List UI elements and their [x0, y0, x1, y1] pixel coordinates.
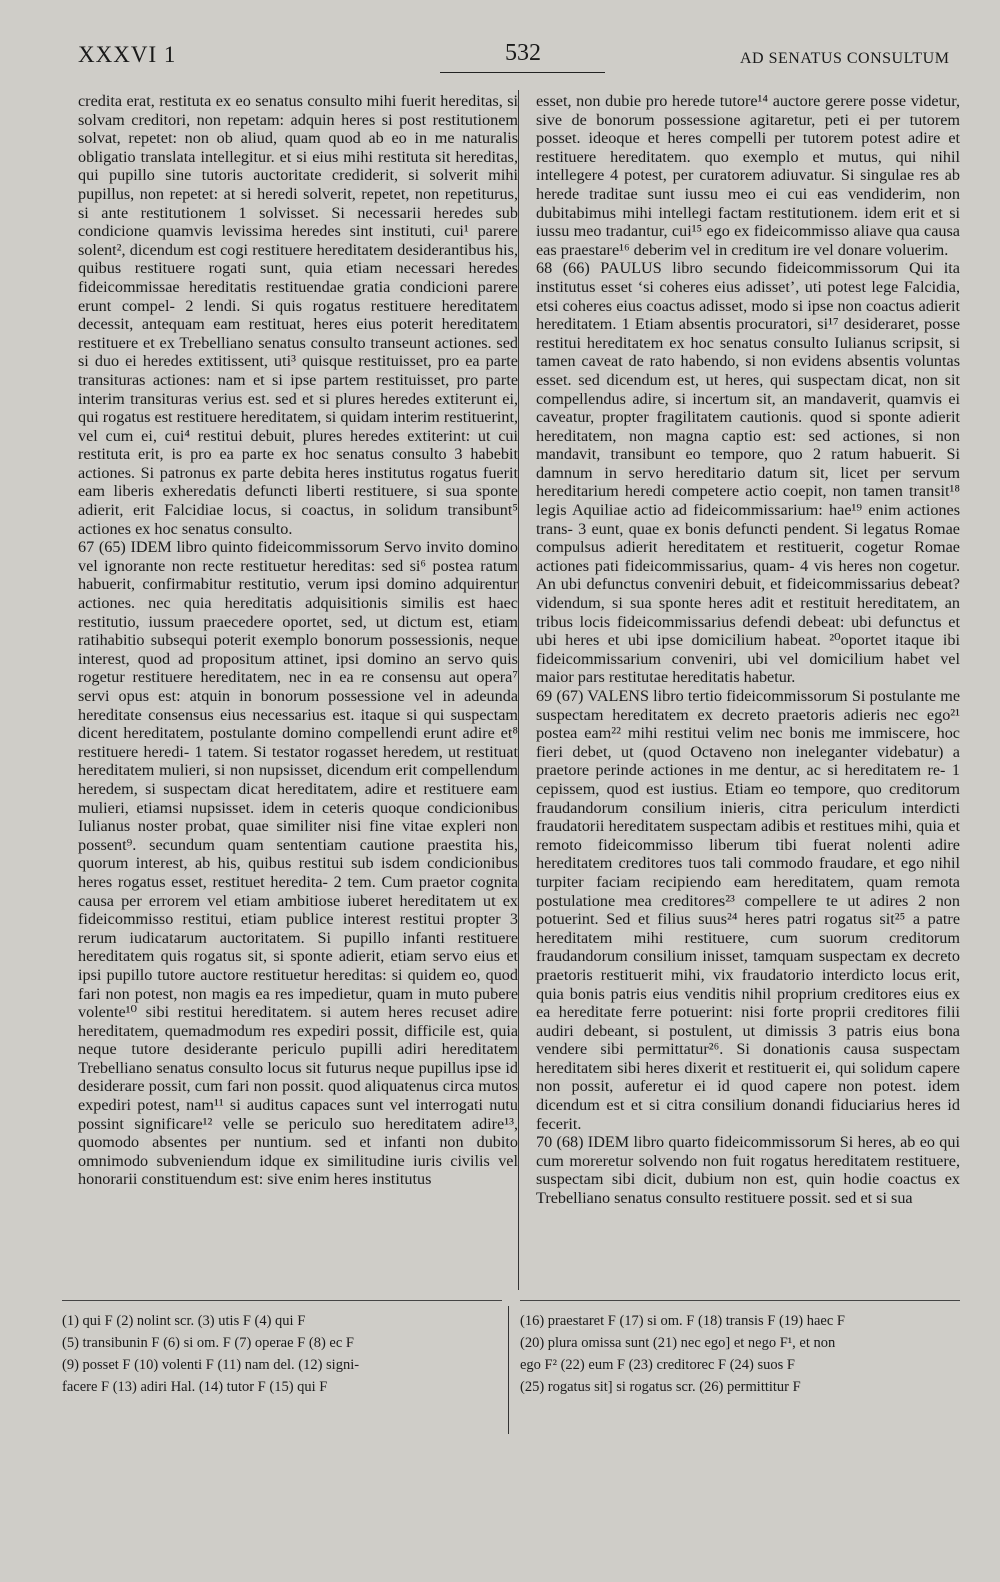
page-number: 532	[505, 40, 541, 66]
column-divider	[518, 90, 519, 1290]
paragraph-67: 67 (65) IDEM libro quinto fideicommissorum Servo invito domino vel ignorante non recte restituetur hereditas: sed si⁶ postea ratum habuerit, confirmabitur restitutio, verum ipsi domino adquirentur actiones. nec quia hereditatis adquisitionis similis est haec restitutio, iussum praecedere oportet, sed, ut dictum est, etiam ratihabitio subsequi poterit exemplo bonorum possessionis, neque interest, quod ad propositum attinet, ipsi domino an servo quis rogetur restituere hereditatem, nec in ea re consensu aut opera⁷ servi opus est: atquin in bonorum possessione vel in adeunda hereditate consensus eius necessarius est. itaque si qui suspectam dicent hereditatem, postulante domino compellendi erunt adire et⁸ restituere heredi- 1 tatem. Si testator rogasset heredem, ut restituat hereditatem mulieri, si non nupsisset, dicendum erit compellendum heredem, si suspectam dicat hereditatem, adire et restituere eam mulieri, etiamsi nupsisset. idem in ceteris quoque condicionibus Iulianus noster probat, quae similiter nisi fine vitae expleri non possent⁹. secundum quam sententiam cautione praestita his, quorum interest, ab his, quibus restitui sub isdem condicionibus heres rogatus esset, restituet heredita- 2 tem. Cum praetor cognita causa per errorem vel etiam ambitiose iuberet hereditatem ut ex fideicommisso restitui, etiam publice interest restitui propter 3 rerum iudicatarum auctoritatem. Si pupillo infanti restituere hereditatem quis rogatus sit, si sponte adierit, etiam servo eius et ipsi pupillo tutore auctore restituetur hereditas: si quidem eo, quod fari non potest, non magis ea res impedietur, quam in muto pubere volente¹⁰ sibi restitui hereditatem. si autem heres recuset adire hereditatem, quemadmodum res expediri possit, difficile est, quia neque tutore desiderante periculo pupilli adiri hereditatem Trebelliano senatus consulto locus sit futurus neque pupillus ipse id desiderare possit, cum fari non possit. quod aliquatenus circa mutos expediri potest, nam¹¹ si auditus capaces sunt vel interrogati nutu possint significare¹² velle se periculo suo hereditatem adire¹³, quomodo absentes per nuntium. sed et infanti non dubito omnimodo subveniendum idque ex similitudine iuris civilis vel honorarii constituendum est: sive enim heres institutus	[78, 538, 518, 1189]
paragraph-70: 70 (68) IDEM libro quarto fideicommissorum Si heres, ab eo qui cum moreretur solvendo non fuit rogatus hereditatem restituere, suspectam sibi dicit, dubium non est, quin hodie coactus ex Trebelliano senatus consulto restituere possit. sed et si sua	[536, 1133, 960, 1208]
footnote-line: (5) transibunin F (6) si om. F (7) operae F (8) ec F	[62, 1335, 354, 1351]
footnotes-left	[62, 1310, 502, 1398]
paragraph-68: 68 (66) PAULUS libro secundo fideicommissorum Qui ita institutus esset ‘si coheres eius adisset’, uti potest lege Falcidia, etsi coheres eius coactus adisset, modo si ipse non coactus adierit hereditatem. 1 Etiam absentis procuratori, si¹⁷ desideraret, posse restitui hereditatem ex hoc senatus consulto Iulianus scripsit, si tamen caveat de rato habendo, si non evidens absentis voluntas esset. sed dicendum est, ut heres, qui suspectam dicat, non sit compellendus adire, si incertum sit, an mandaverit, quamvis ei caveatur, propter fragilitatem cautionis. quod si sponte adierit hereditatem, non magna captio est: sed actiones, si non mandavit, transibunt eo tempore, quo 2 ratum habuerit. Si damnum in servo hereditario datum sit, licet per servum hereditarium heredi competere actio coepit, non tamen transit¹⁸ legis Aquiliae actio ad fideicommissarium: hae¹⁹ enim actiones trans- 3 eunt, quae ex bonis defuncti pendent. Si legatus Romae compulsus adierit hereditatem et restituerit, cogetur Romae actiones pati fideicommissarius, quam- 4 vis heres non cogetur. An ubi defunctus conveniri debuit, et fideicommissarius debeat? videndum, si sua sponte heres adit et restituit hereditatem, an tribus locis fideicommissarius defendi debeat: ubi defunctus et ubi heres et ubi ipse domicilium habeat. ²⁰oportet itaque ibi fideicommissarium conveniri, ubi vel domicilium habet vel maior pars restitutae hereditatis habetur.	[536, 259, 960, 687]
right-text-column	[536, 92, 960, 1208]
running-head-right: AD SENATUS CONSULTUM	[740, 50, 950, 67]
running-head-left: XXXVI 1	[78, 42, 177, 67]
footnote-divider	[508, 1306, 509, 1434]
footnote-line: facere F (13) adiri Hal. (14) tutor F (15) qui F	[62, 1379, 328, 1395]
footnote-line: (20) plura omissa sunt (21) nec ego] et nego F¹, et non	[520, 1335, 836, 1351]
paragraph-67-cont: esset, non dubie pro herede tutore¹⁴ auctore gerere posse videtur, sive de bonorum possessione agitaretur, peti ei per tutorem posset. ideoque et heres compelli per tutorem potest adire et restituere hereditatem. quo exemplo et mutus, qui nihil intellegere 4 potest, per curatorem adiuvatur. Si singulae res ab herede traditae sunt iussu meo ei cui eas vendiderim, non dubitabimus mihi intellegi factam restitutionem. idem erit et si iussu meo tradantur, cui¹⁵ ego ex fideicommisso aliave qua causa eas praestare¹⁶ deberim vel in creditum ire vel donare voluerim.	[536, 92, 960, 259]
header-rule	[440, 72, 605, 73]
paragraph-69: 69 (67) VALENS libro tertio fideicommissorum Si postulante me suspectam hereditatem ex decreto praetoris adieris nec ego²¹ postea eam²² mihi restitui velim nec bonis me immiscere, hoc fieri debet, ut (quod Octaveno non ineleganter videbatur) a praetore perinde actiones in me dentur, ac si hereditatem re- 1 cepissem, quod est iustius. Etiam eo tempore, quo creditorum fraudandorum consilium inieris, citra periculum interdicti fraudatorii hereditatem suspectam adibis et restitues mihi, quia et remoto fideicommisso liberum tibi fuerat nolenti adire hereditatem creditores tuos tali commodo fraudare, et ego nihil turpiter faciam recipiendo eam hereditatem, quam remota postulatione mea creditores²³ compellere te ut adires 2 non potuerint. Sed et filius suus²⁴ heres patri rogatus sit²⁵ a patre hereditatem mihi restituere, cum suorum creditorum fraudandorum consilium inisset, tamquam suspectam ex decreto praetoris restituerit mihi, vix fraudatorio interdicto locus erit, quia bonis patris eius venditis nihil proprium creditores eius ex ea hereditate ferre potuerint: nisi forte proprii creditores filii audiri debeant, si postulent, ut dimissis 3 patris eius bona vendere sibi permittatur²⁶. Si donationis causa suspectam hereditatem sibi heres dixerit et restituerit ei, qui solidum capere non possit, auferetur ei id quod capere non potest. idem dicendum est et si citra consilium donandi fiduciarius heres id fecerit.	[536, 687, 960, 1133]
footnote-line: (25) rogatus sit] si rogatus scr. (26) permittitur F	[520, 1379, 801, 1395]
paragraph-66-end: credita erat, restituta ex eo senatus consulto mihi fuerit hereditas, si solvam creditori, non repetam: adquin heres si post restitutionem solvat, repetet: non ob aliud, quam quod ab eo in me naturalis obligatio translata intellegitur. et si eius mihi restituta sit hereditas, qui pupillo sine tutoris auctoritate crediderit, si solverit mihi pupillus, non repetet: at si heredi solverit, repetet, non repetiturus, si ante restitutionem 1 solvisset. Si necessarii heredes sub condicione quamvis levissima heredes sint instituti, cui¹ parere solent², dicendum est cogi restituere hereditatem desiderantibus his, quibus restituere rogati sunt, quia etiam necessari heredes fideicommissae hereditatis restituendae gratia condicioni parere erunt compel- 2 lendi. Si quis rogatus restituere hereditatem decessit, antequam eam restituat, heres eius poterit hereditatem restituere et ex Trebelliano senatus consulto transeunt actiones. sed si duo ei heredes extitissent, uti³ quisque restituisset, pro ea parte transituras actiones: nam et si ipse partem restituisset, pro parte interim transituras verius est. sed et si plures heredes extiterunt ei, qui rogatus est restituere hereditatem, si quidam interim restituerint, vel cum ei, cui⁴ restitui debuit, plures heredes extiterint: ut cui restituta erit, is pro ea parte ex hoc senatus consulto 3 habebit actiones. Si patronus ex parte debita heres institutus rogatus fuerit eam liberis exheredatis defuncti liberti restituere, si sua sponte adierit, erit Falcidiae locus, si coactus, in solidum transibunt⁵ actiones ex hoc senatus consulto.	[78, 92, 518, 538]
footnote-line: (9) posset F (10) volenti F (11) nam del. (12) signi-	[62, 1357, 360, 1373]
footnote-line: ego F² (22) eum F (23) creditorec F (24) suos F	[520, 1357, 795, 1373]
footnotes-right	[520, 1310, 960, 1398]
footnote-line: (16) praestaret F (17) si om. F (18) transis F (19) haec F	[520, 1313, 845, 1329]
footnote-line: (1) qui F (2) nolint scr. (3) utis F (4) qui F	[62, 1313, 306, 1329]
footnote-rule-right	[520, 1300, 960, 1301]
footnote-rule-left	[62, 1300, 502, 1301]
left-text-column	[78, 92, 518, 1189]
